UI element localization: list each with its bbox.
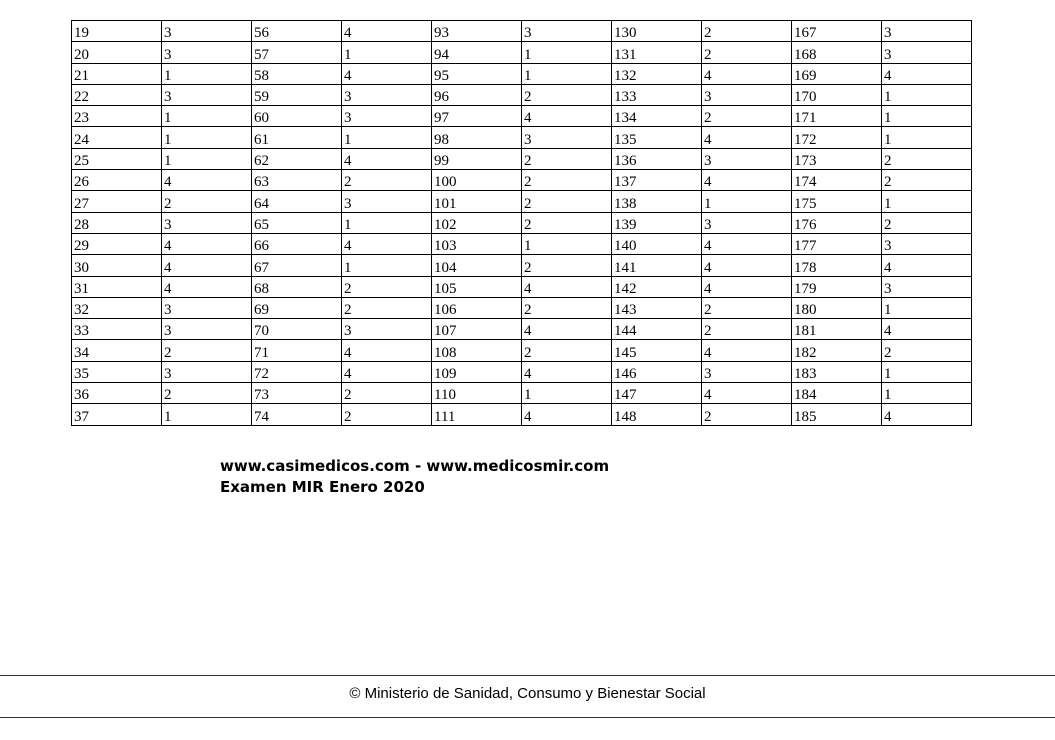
- question-number-cell: 136: [612, 148, 702, 169]
- question-number-cell: 33: [72, 319, 162, 340]
- table-row: [72, 106, 972, 127]
- question-number-cell: 137: [612, 170, 702, 191]
- answer-cell: 1: [522, 42, 612, 63]
- answer-cell: 4: [342, 361, 432, 382]
- answer-cell: 1: [522, 233, 612, 254]
- question-number-cell: 141: [612, 255, 702, 276]
- question-number-cell: 146: [612, 361, 702, 382]
- table-row: [72, 319, 972, 340]
- answer-cell: 3: [882, 42, 972, 63]
- question-number-cell: 176: [792, 212, 882, 233]
- answer-cell: 4: [702, 340, 792, 361]
- question-number-cell: 34: [72, 340, 162, 361]
- question-number-cell: 26: [72, 170, 162, 191]
- answer-cell: 2: [342, 276, 432, 297]
- answer-cell: 2: [522, 212, 612, 233]
- table-row: [72, 191, 972, 212]
- answer-cell: 2: [162, 340, 252, 361]
- answer-cell: 3: [162, 212, 252, 233]
- table-row: [72, 255, 972, 276]
- question-number-cell: 143: [612, 297, 702, 318]
- question-number-cell: 61: [252, 127, 342, 148]
- question-number-cell: 140: [612, 233, 702, 254]
- question-number-cell: 62: [252, 148, 342, 169]
- answer-cell: 3: [882, 233, 972, 254]
- answer-cell: 1: [162, 127, 252, 148]
- question-number-cell: 56: [252, 21, 342, 42]
- answer-cell: 4: [522, 276, 612, 297]
- answer-cell: 1: [882, 106, 972, 127]
- answer-cell: 3: [162, 84, 252, 105]
- answer-cell: 2: [162, 191, 252, 212]
- answer-cell: 3: [342, 319, 432, 340]
- question-number-cell: 167: [792, 21, 882, 42]
- question-number-cell: 64: [252, 191, 342, 212]
- table-row: [72, 84, 972, 105]
- answer-cell: 2: [702, 106, 792, 127]
- question-number-cell: 94: [432, 42, 522, 63]
- answer-cell: 2: [522, 84, 612, 105]
- answer-cell: 3: [702, 212, 792, 233]
- question-number-cell: 131: [612, 42, 702, 63]
- table-row: [72, 340, 972, 361]
- question-number-cell: 185: [792, 404, 882, 425]
- table-row: [72, 276, 972, 297]
- question-number-cell: 101: [432, 191, 522, 212]
- answer-cell: 4: [882, 63, 972, 84]
- answer-cell: 4: [342, 340, 432, 361]
- answer-cell: 2: [522, 297, 612, 318]
- question-number-cell: 180: [792, 297, 882, 318]
- question-number-cell: 97: [432, 106, 522, 127]
- answer-cell: 2: [342, 297, 432, 318]
- answer-cell: 3: [882, 21, 972, 42]
- question-number-cell: 73: [252, 383, 342, 404]
- answer-cell: 2: [522, 170, 612, 191]
- answer-cell: 2: [882, 148, 972, 169]
- answer-cell: 2: [342, 170, 432, 191]
- question-number-cell: 27: [72, 191, 162, 212]
- question-number-cell: 74: [252, 404, 342, 425]
- question-number-cell: 184: [792, 383, 882, 404]
- question-number-cell: 59: [252, 84, 342, 105]
- answer-cell: 1: [882, 191, 972, 212]
- question-number-cell: 104: [432, 255, 522, 276]
- answer-cell: 3: [162, 319, 252, 340]
- answer-cell: 3: [342, 84, 432, 105]
- question-number-cell: 169: [792, 63, 882, 84]
- question-number-cell: 103: [432, 233, 522, 254]
- question-number-cell: 148: [612, 404, 702, 425]
- websites-line: www.casimedicos.com - www.medicosmir.com: [220, 457, 610, 475]
- answer-cell: 1: [162, 106, 252, 127]
- answer-cell: 1: [882, 84, 972, 105]
- question-number-cell: 106: [432, 297, 522, 318]
- answer-cell: 2: [522, 255, 612, 276]
- question-number-cell: 65: [252, 212, 342, 233]
- answer-cell: 3: [342, 191, 432, 212]
- answer-cell: 4: [522, 319, 612, 340]
- answer-cell: 4: [882, 255, 972, 276]
- copyright-notice: © Ministerio de Sanidad, Consumo y Bienestar Social: [349, 685, 706, 702]
- answer-cell: 2: [702, 21, 792, 42]
- table-row: [72, 212, 972, 233]
- answer-cell: 3: [342, 106, 432, 127]
- answer-cell: 2: [522, 148, 612, 169]
- answer-cell: 4: [702, 276, 792, 297]
- question-number-cell: 68: [252, 276, 342, 297]
- question-number-cell: 95: [432, 63, 522, 84]
- question-number-cell: 108: [432, 340, 522, 361]
- question-number-cell: 22: [72, 84, 162, 105]
- answer-cell: 3: [162, 42, 252, 63]
- question-number-cell: 25: [72, 148, 162, 169]
- question-number-cell: 96: [432, 84, 522, 105]
- question-number-cell: 138: [612, 191, 702, 212]
- answer-cell: 4: [522, 404, 612, 425]
- table-row: [72, 361, 972, 382]
- question-number-cell: 175: [792, 191, 882, 212]
- answer-cell: 1: [882, 383, 972, 404]
- answer-cell: 4: [702, 233, 792, 254]
- question-number-cell: 168: [792, 42, 882, 63]
- answer-cell: 1: [342, 255, 432, 276]
- question-number-cell: 107: [432, 319, 522, 340]
- answer-cell: 3: [162, 361, 252, 382]
- question-number-cell: 171: [792, 106, 882, 127]
- answer-cell: 3: [162, 297, 252, 318]
- question-number-cell: 57: [252, 42, 342, 63]
- question-number-cell: 31: [72, 276, 162, 297]
- question-number-cell: 130: [612, 21, 702, 42]
- question-number-cell: 174: [792, 170, 882, 191]
- question-number-cell: 67: [252, 255, 342, 276]
- question-number-cell: 58: [252, 63, 342, 84]
- answer-cell: 3: [522, 21, 612, 42]
- question-number-cell: 145: [612, 340, 702, 361]
- answer-cell: 4: [702, 383, 792, 404]
- question-number-cell: 23: [72, 106, 162, 127]
- answer-cell: 1: [162, 404, 252, 425]
- answer-cell: 4: [342, 63, 432, 84]
- question-number-cell: 30: [72, 255, 162, 276]
- exam-title: Examen MIR Enero 2020: [220, 478, 425, 496]
- footer-divider-bottom: [0, 717, 1055, 718]
- table-row: [72, 404, 972, 425]
- answer-cell: 2: [342, 383, 432, 404]
- question-number-cell: 111: [432, 404, 522, 425]
- question-number-cell: 93: [432, 21, 522, 42]
- question-number-cell: 71: [252, 340, 342, 361]
- question-number-cell: 147: [612, 383, 702, 404]
- answer-cell: 4: [882, 319, 972, 340]
- question-number-cell: 37: [72, 404, 162, 425]
- question-number-cell: 29: [72, 233, 162, 254]
- answer-cell: 3: [162, 21, 252, 42]
- answer-cell: 4: [522, 361, 612, 382]
- answer-cell: 1: [882, 127, 972, 148]
- answer-cell: 4: [162, 276, 252, 297]
- question-number-cell: 109: [432, 361, 522, 382]
- answer-cell: 2: [702, 319, 792, 340]
- question-number-cell: 133: [612, 84, 702, 105]
- question-number-cell: 19: [72, 21, 162, 42]
- question-number-cell: 177: [792, 233, 882, 254]
- answer-cell: 4: [702, 170, 792, 191]
- answer-cell: 2: [522, 191, 612, 212]
- question-number-cell: 100: [432, 170, 522, 191]
- question-number-cell: 63: [252, 170, 342, 191]
- credits-block: [220, 456, 609, 498]
- question-number-cell: 183: [792, 361, 882, 382]
- question-number-cell: 35: [72, 361, 162, 382]
- answer-cell: 1: [522, 63, 612, 84]
- question-number-cell: 60: [252, 106, 342, 127]
- table-row: [72, 233, 972, 254]
- question-number-cell: 142: [612, 276, 702, 297]
- answer-cell: 2: [522, 340, 612, 361]
- question-number-cell: 179: [792, 276, 882, 297]
- answer-cell: 4: [522, 106, 612, 127]
- answer-cell: 2: [702, 404, 792, 425]
- answer-cell: 1: [342, 127, 432, 148]
- answer-cell: 2: [882, 170, 972, 191]
- answer-cell: 3: [522, 127, 612, 148]
- answer-cell: 4: [342, 233, 432, 254]
- answer-cell: 4: [702, 63, 792, 84]
- question-number-cell: 170: [792, 84, 882, 105]
- question-number-cell: 99: [432, 148, 522, 169]
- answer-cell: 2: [882, 212, 972, 233]
- question-number-cell: 32: [72, 297, 162, 318]
- question-number-cell: 132: [612, 63, 702, 84]
- answer-cell: 1: [882, 297, 972, 318]
- answer-cell: 2: [342, 404, 432, 425]
- answer-cell: 3: [702, 361, 792, 382]
- table-row: [72, 21, 972, 42]
- answer-cell: 4: [342, 21, 432, 42]
- question-number-cell: 173: [792, 148, 882, 169]
- answer-cell: 3: [882, 276, 972, 297]
- answer-cell: 4: [702, 255, 792, 276]
- question-number-cell: 70: [252, 319, 342, 340]
- question-number-cell: 66: [252, 233, 342, 254]
- footer-divider-top: [0, 675, 1055, 676]
- question-number-cell: 110: [432, 383, 522, 404]
- answer-cell: 4: [162, 233, 252, 254]
- question-number-cell: 28: [72, 212, 162, 233]
- answer-cell: 1: [522, 383, 612, 404]
- table-row: [72, 63, 972, 84]
- answer-cell: 4: [702, 127, 792, 148]
- answers-table: [71, 20, 972, 426]
- table-row: [72, 42, 972, 63]
- answer-cell: 4: [882, 404, 972, 425]
- table-row: [72, 127, 972, 148]
- table-row: [72, 148, 972, 169]
- answer-cell: 2: [882, 340, 972, 361]
- answer-cell: 4: [162, 255, 252, 276]
- table-row: [72, 170, 972, 191]
- answer-cell: 3: [702, 148, 792, 169]
- answer-cell: 2: [162, 383, 252, 404]
- question-number-cell: 182: [792, 340, 882, 361]
- question-number-cell: 69: [252, 297, 342, 318]
- answer-cell: 1: [162, 148, 252, 169]
- question-number-cell: 144: [612, 319, 702, 340]
- table-row: [72, 297, 972, 318]
- question-number-cell: 178: [792, 255, 882, 276]
- question-number-cell: 172: [792, 127, 882, 148]
- answer-cell: 4: [342, 148, 432, 169]
- answer-cell: 3: [702, 84, 792, 105]
- answer-cell: 1: [702, 191, 792, 212]
- answer-cell: 2: [702, 42, 792, 63]
- question-number-cell: 135: [612, 127, 702, 148]
- question-number-cell: 36: [72, 383, 162, 404]
- question-number-cell: 134: [612, 106, 702, 127]
- answer-cell: 1: [342, 212, 432, 233]
- question-number-cell: 72: [252, 361, 342, 382]
- answers-table-body: [72, 21, 972, 426]
- question-number-cell: 24: [72, 127, 162, 148]
- table-row: [72, 383, 972, 404]
- answer-cell: 1: [882, 361, 972, 382]
- question-number-cell: 139: [612, 212, 702, 233]
- question-number-cell: 102: [432, 212, 522, 233]
- answer-cell: 4: [162, 170, 252, 191]
- question-number-cell: 105: [432, 276, 522, 297]
- question-number-cell: 181: [792, 319, 882, 340]
- answer-cell: 2: [702, 297, 792, 318]
- question-number-cell: 21: [72, 63, 162, 84]
- question-number-cell: 98: [432, 127, 522, 148]
- question-number-cell: 20: [72, 42, 162, 63]
- answer-cell: 1: [342, 42, 432, 63]
- answer-cell: 1: [162, 63, 252, 84]
